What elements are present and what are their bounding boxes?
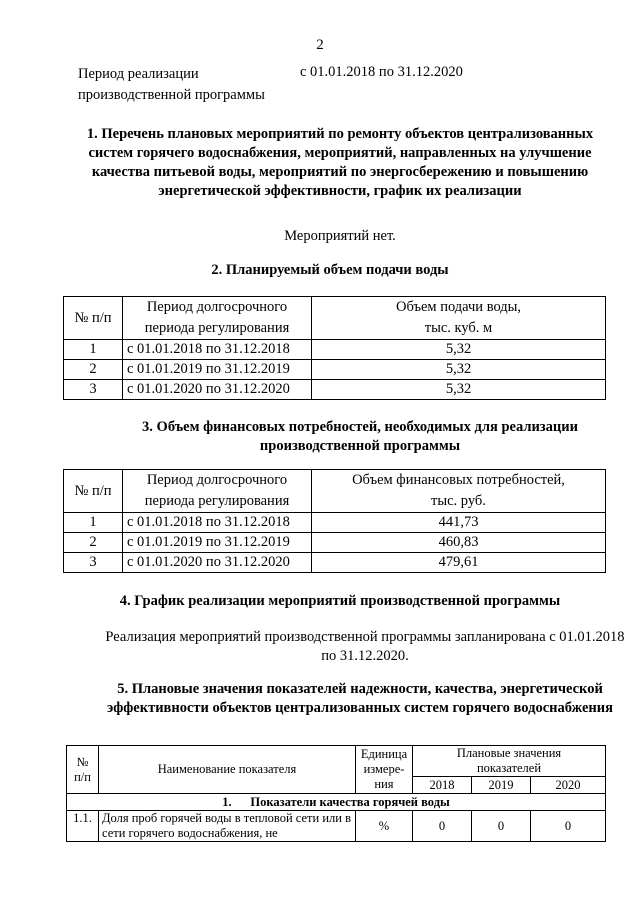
header-value-line1: Объем финансовых потребностей,	[352, 472, 565, 488]
table-row	[67, 811, 606, 842]
indicators-table	[66, 745, 606, 842]
header-year-2020: 2020	[531, 777, 606, 794]
header-period-line2: периода регулирования	[144, 493, 290, 509]
header-num: № п/п	[64, 297, 123, 340]
row-value: 479,61	[312, 553, 606, 573]
group-title: 1. Показатели качества горячей воды	[67, 794, 606, 811]
table-header-row	[67, 746, 606, 777]
section-4-text: Реализация мероприятий производственной программы запланирована с 01.01.2018 по 31.12.2020.	[105, 629, 625, 664]
row-name: Доля проб горячей воды в тепловой сети или в сети горячего водоснабжения, не	[99, 811, 356, 842]
row-value-2019: 0	[472, 811, 531, 842]
row-num: 1	[64, 513, 123, 533]
row-value: 441,73	[312, 513, 606, 533]
header-num-line1: №	[76, 754, 89, 769]
finance-table	[63, 469, 606, 573]
table-row	[64, 380, 606, 400]
row-value-2018: 0	[413, 811, 472, 842]
header-year-2018: 2018	[413, 777, 472, 794]
period-value: с 01.01.2018 по 31.12.2020	[300, 64, 463, 80]
header-unit	[356, 746, 413, 794]
row-value: 5,32	[312, 340, 606, 360]
header-period-line1: Период долгосрочного	[146, 472, 288, 488]
row-unit: %	[356, 811, 413, 842]
period-label: Период реализации производственной программы	[78, 66, 265, 103]
header-period	[123, 470, 312, 513]
row-value: 5,32	[312, 360, 606, 380]
header-unit-line3: ния	[374, 777, 394, 791]
table-row	[64, 340, 606, 360]
header-num-line2: п/п	[74, 769, 91, 784]
header-value-line1: Объем подачи воды,	[395, 299, 522, 315]
row-value: 460,83	[312, 533, 606, 553]
header-num: № п/п	[64, 470, 123, 513]
header-unit-line1: Единица	[360, 747, 408, 761]
table-row	[64, 513, 606, 533]
section-1-title: 1. Перечень плановых мероприятий по ремонту объектов централизованных систем горячего водоснабжения, мероприятий, направленных на улучшение качества питьевой воды, мероприятий по энергосбережению и повышению энергетической эффективности, график их реализации	[86, 126, 594, 199]
row-period: с 01.01.2020 по 31.12.2020	[123, 553, 312, 573]
section-2-title: 2. Планируемый объем подачи воды	[211, 262, 449, 278]
water-supply-table	[63, 296, 606, 400]
table-header-row	[64, 470, 606, 513]
header-plan-line2: показателей	[476, 761, 542, 775]
header-period-line1: Период долгосрочного	[146, 299, 288, 315]
row-period: с 01.01.2018 по 31.12.2018	[123, 513, 312, 533]
row-period: с 01.01.2020 по 31.12.2020	[123, 380, 312, 400]
table-row	[64, 360, 606, 380]
header-value	[312, 470, 606, 513]
row-num: 2	[64, 533, 123, 553]
header-num	[67, 746, 99, 794]
header-plan-line1: Плановые значения	[456, 746, 562, 760]
header-period	[123, 297, 312, 340]
section-5-title: 5. Плановые значения показателей надежности, качества, энергетической эффективности объектов централизованных систем горячего водоснабжения	[107, 681, 613, 716]
header-plan	[413, 746, 606, 777]
section-1-text: Мероприятий нет.	[284, 228, 396, 244]
row-num: 1	[64, 340, 123, 360]
section-4-title: 4. График реализации мероприятий производственной программы	[119, 593, 561, 609]
header-unit-line2: измере-	[363, 762, 405, 776]
header-name: Наименование показателя	[99, 746, 356, 794]
header-year-2019: 2019	[472, 777, 531, 794]
table-row	[64, 533, 606, 553]
row-value-2020: 0	[531, 811, 606, 842]
row-num: 2	[64, 360, 123, 380]
row-period: с 01.01.2019 по 31.12.2019	[123, 360, 312, 380]
page-number: 2	[316, 37, 324, 53]
row-num: 1.1.	[67, 811, 99, 842]
header-value-line2: тыс. руб.	[431, 493, 486, 509]
header-period-line2: периода регулирования	[144, 320, 290, 336]
header-value-line2: тыс. куб. м	[424, 320, 493, 336]
row-period: с 01.01.2019 по 31.12.2019	[123, 533, 312, 553]
row-num: 3	[64, 380, 123, 400]
table-row	[64, 553, 606, 573]
section-3-title: 3. Объем финансовых потребностей, необходимых для реализации производственной программы	[142, 419, 578, 454]
row-value: 5,32	[312, 380, 606, 400]
row-period: с 01.01.2018 по 31.12.2018	[123, 340, 312, 360]
header-value	[312, 297, 606, 340]
table-group-row	[67, 794, 606, 811]
row-num: 3	[64, 553, 123, 573]
table-header-row	[64, 297, 606, 340]
